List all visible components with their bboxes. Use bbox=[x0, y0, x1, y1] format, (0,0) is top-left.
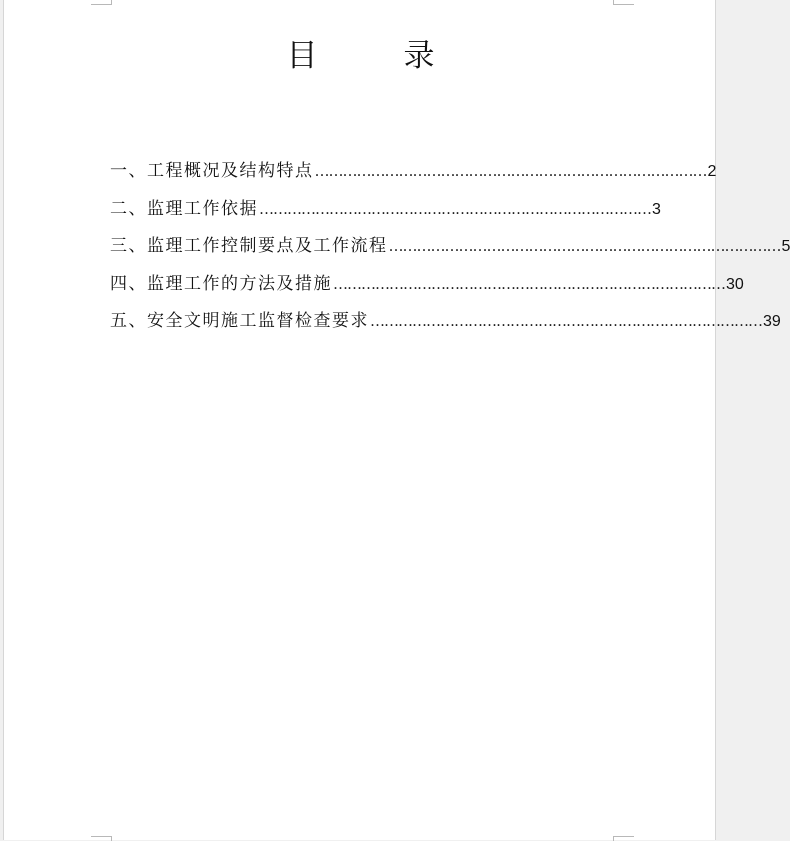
toc-entry[interactable] bbox=[110, 269, 610, 307]
toc-dot-leader: ………………………………………………………………………… bbox=[333, 275, 725, 293]
toc-heading bbox=[4, 34, 717, 78]
toc-page-number: 39 bbox=[763, 313, 781, 331]
table-of-contents bbox=[110, 156, 610, 344]
margin-mark-bottom-left bbox=[91, 836, 112, 841]
toc-heading-second-char: 录 bbox=[404, 38, 435, 74]
toc-entry-title: 四、监理工作的方法及措施 bbox=[110, 269, 332, 294]
toc-entry[interactable] bbox=[110, 156, 610, 194]
toc-entry-title: 三、监理工作控制要点及工作流程 bbox=[110, 231, 388, 256]
toc-heading-first-char: 目 bbox=[287, 38, 318, 74]
toc-dot-leader: ………………………………………………………………………… bbox=[259, 200, 651, 218]
toc-page-number: 2 bbox=[708, 163, 717, 181]
toc-entry[interactable] bbox=[110, 231, 610, 269]
toc-entry-title: 一、工程概况及结构特点 bbox=[110, 156, 314, 181]
toc-page-number: 30 bbox=[726, 276, 744, 294]
margin-mark-top-left bbox=[91, 0, 112, 5]
margin-mark-top-right bbox=[613, 0, 634, 5]
toc-dot-leader: ………………………………………………………………………… bbox=[370, 312, 762, 330]
margin-mark-bottom-right bbox=[613, 836, 634, 841]
toc-page-number: 3 bbox=[652, 201, 661, 219]
toc-dot-leader: ………………………………………………………………………… bbox=[315, 162, 707, 180]
toc-page-number: 5 bbox=[782, 238, 790, 256]
toc-entry[interactable] bbox=[110, 194, 610, 232]
document-page bbox=[3, 0, 716, 840]
toc-entry-title: 二、监理工作依据 bbox=[110, 194, 258, 219]
toc-dot-leader: ………………………………………………………………………… bbox=[389, 237, 781, 255]
toc-entry[interactable] bbox=[110, 306, 610, 344]
toc-entry-title: 五、安全文明施工监督检查要求 bbox=[110, 306, 369, 331]
